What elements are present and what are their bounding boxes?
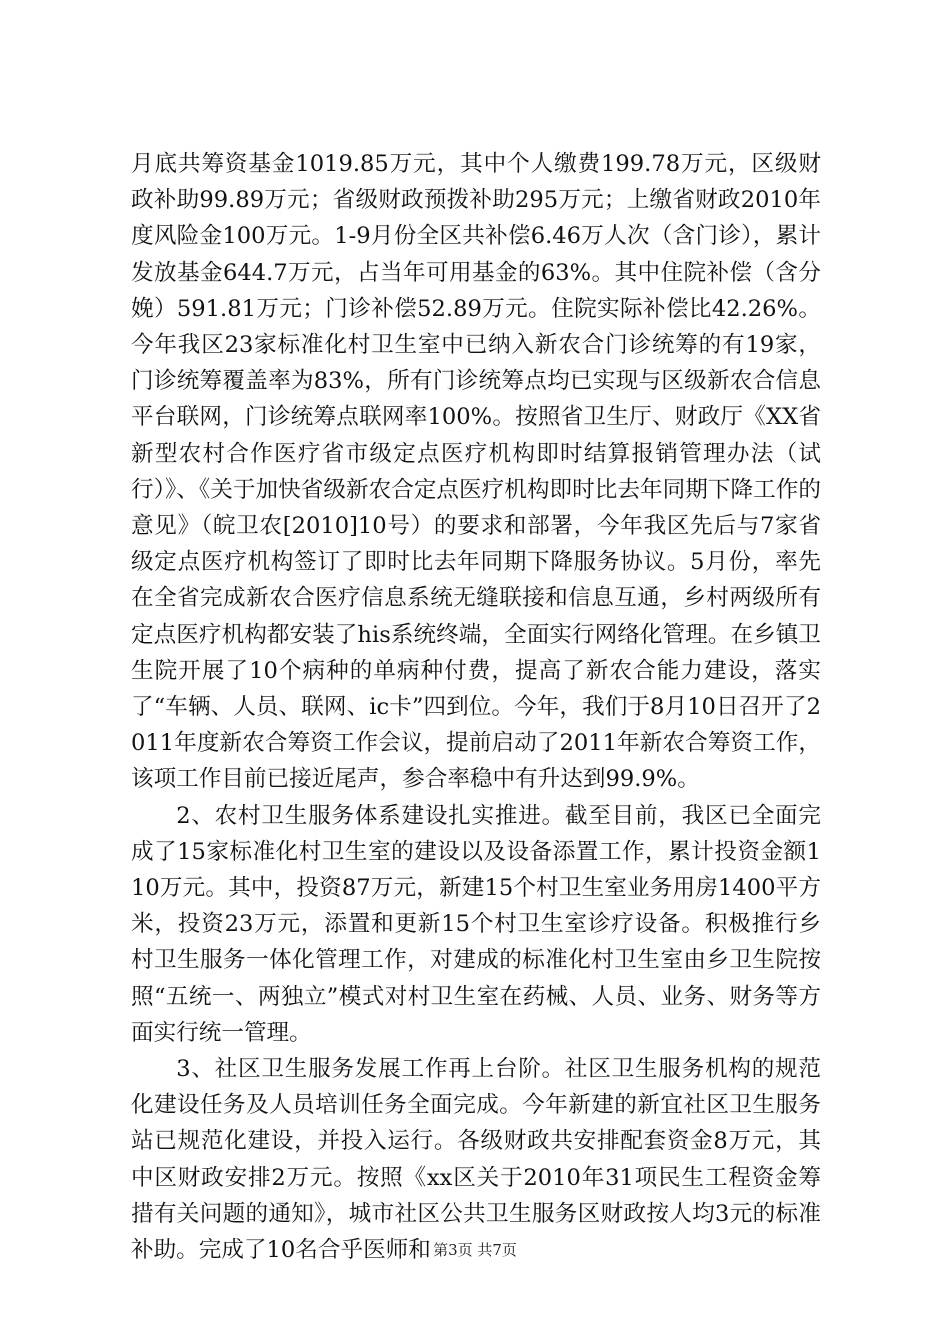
page-footer (0, 1240, 950, 1260)
document-body (131, 146, 821, 1268)
paragraph-1: 月底共筹资基金1019.85万元，其中个人缴费199.78万元，区级财政补助99.89万元；省级财政预拨补助295万元；上缴省财政2010年度风险金100万元。1-9月份全区共补偿6.46万人次（含门诊），累计发放基金644.7万元，占当年可用基金的63%。其中住院补偿（含分娩）591.81万元；门诊补偿52.89万元。住院实际补偿比42.26%。今年我区23家标准化村卫生室中已纳入新农合门诊统筹的有19家，门诊统筹覆盖率为83%，所有门诊统筹点均已实现与区级新农合信息平台联网，门诊统筹点联网率100%。按照省卫生厅、财政厅《XX省新型农村合作医疗省市级定点医疗机构即时结算报销管理办法（试行）》、《关于加快省级新农合定点医疗机构即时比去年同期下降工作的意见》（皖卫农[2010]10号）的要求和部署，今年我区先后与7家省级定点医疗机构签订了即时比去年同期下降服务协议。5月份，率先在全省完成新农合医疗信息系统无缝联接和信息互通，乡村两级所有定点医疗机构都安装了his系统终端，全面实行网络化管理。在乡镇卫生院开展了10个病种的单病种付费，提高了新农合能力建设，落实了“车辆、人员、联网、ic卡”四到位。今年，我们于8月10日召开了2011年度新农合筹资工作会议，提前启动了2011年新农合筹资工作，该项工作目前已接近尾声，参合率稳中有升达到99.9%。 (131, 151, 821, 793)
paragraph-2: 2、农村卫生服务体系建设扎实推进。截至目前，我区已全面完成了15家标准化村卫生室的建设以及设备添置工作，累计投资金额110万元。其中，投资87万元，新建15个村卫生室业务用房1400平方米，投资23万元，添置和更新15个村卫生室诊疗设备。积极推行乡村卫生服务一体化管理工作，对建成的标准化村卫生室由乡卫生院按照“五统一、两独立”模式对村卫生室在药械、人员、业务、财务等方面实行统一管理。 (131, 802, 821, 1046)
page-number-label: 第3页 共7页 (433, 1241, 517, 1259)
paragraph-3: 3、社区卫生服务发展工作再上台阶。社区卫生服务机构的规范化建设任务及人员培训任务全面完成。今年新建的新宜社区卫生服务站已规范化建设，并投入运行。各级财政共安排配套资金8万元，其中区财政安排2万元。按照《xx区关于2010年31项民生工程资金筹措有关问题的通知》，城市社区公共卫生服务区财政按人均3元的标准补助。完成了10名合乎医师和 (131, 1056, 821, 1264)
